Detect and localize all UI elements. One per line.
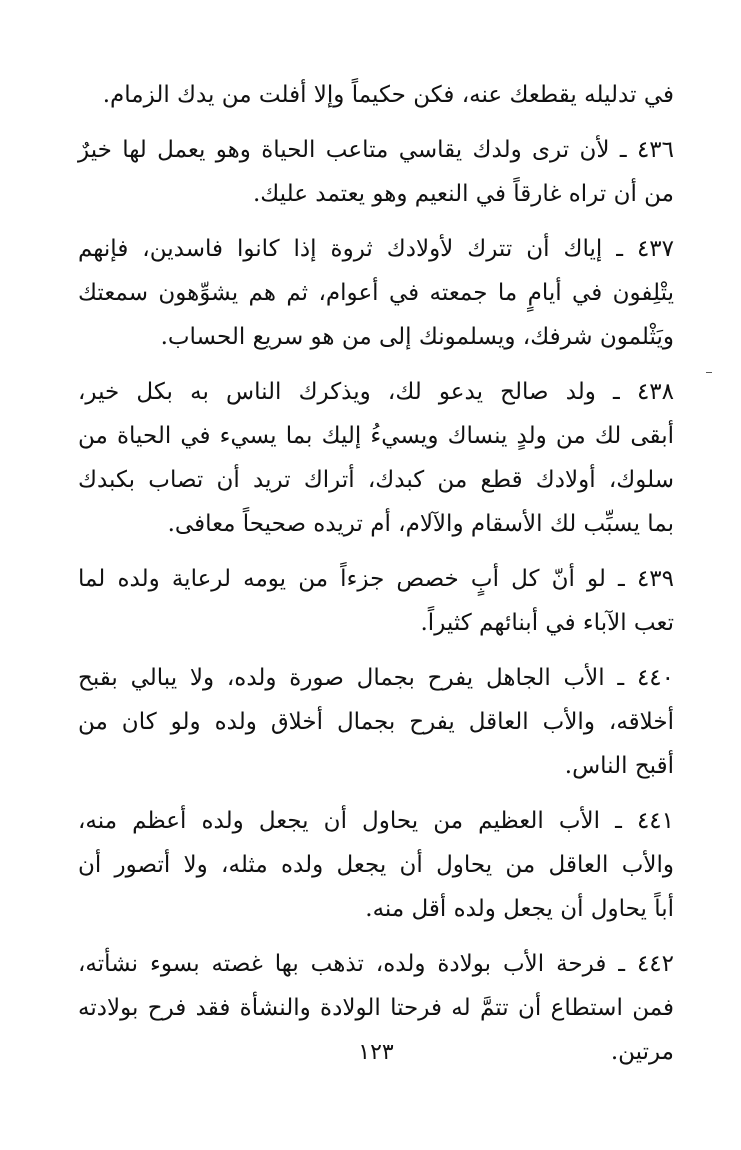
- text-line: من أن تراه غارقاً في النعيم وهو يعتمد عليك.: [252, 181, 674, 207]
- paragraph-438: [78, 370, 674, 546]
- text-line: ٤٣٨ ـ ولد صالح يدعو لك، ويذكرك الناس به بكل خير،: [78, 379, 674, 405]
- paragraph-continuation: [78, 73, 674, 117]
- paragraph-gap: [78, 359, 674, 370]
- text-line: يتْلِفون في أيامٍ ما جمعته في أعوام، ثم هم يشوِّهون سمعتك: [78, 280, 675, 306]
- text-line: ويَثْلمون شرفك، ويسلمونك إلى من هو سريع الحساب.: [160, 324, 674, 350]
- text-line: ٤٣٩ ـ لو أنّ كل أبٍ خصص جزءاً من يومه لرعاية ولده لما: [78, 566, 674, 592]
- margin-mark: [706, 372, 712, 373]
- paragraph-gap: [78, 931, 674, 942]
- text-line: والأب العاقل من يحاول أن يجعل ولده مثله، ولا أتصور أن: [78, 852, 674, 878]
- text-line: في تدليله يقطعك عنه، فكن حكيماً وإلا أفلت من يدك الزمام.: [102, 82, 674, 108]
- text-line: ٤٤٢ ـ فرحة الأب بولادة ولده، تذهب بها غصته بسوء نشأته،: [78, 951, 674, 977]
- text-line: أقبح الناس.: [564, 753, 674, 779]
- text-line: أبقى لك من ولدٍ ينساك ويسيءُ إليك بما يسيء في الحياة من: [78, 423, 674, 449]
- paragraph-gap: [78, 216, 674, 227]
- book-page: [78, 0, 674, 1150]
- text-line: ٤٤٠ ـ الأب الجاهل يفرح بجمال صورة ولده، ولا يبالي بقبح: [78, 665, 674, 691]
- paragraph-gap: [78, 788, 674, 799]
- text-line: أخلاقه، والأب العاقل يفرح بجمال أخلاق ولده ولو كان من: [78, 709, 674, 735]
- text-line: مرتين.: [610, 1039, 674, 1065]
- text-line: تعب الآباء في أبنائهم كثيراً.: [420, 610, 674, 636]
- paragraph-440: [78, 656, 674, 788]
- paragraph-437: [78, 227, 674, 359]
- text-line: ٤٣٦ ـ لأن ترى ولدك يقاسي متاعب الحياة وهو يعمل لها خيرٌ: [78, 137, 674, 163]
- text-line: بما يسبِّب لك الأسقام والآلام، أم تريده صحيحاً معافى.: [167, 511, 674, 537]
- text-line: سلوك، أولادك قطع من كبدك، أتراك تريد أن تصاب بكبدك: [78, 467, 674, 493]
- paragraph-436: [78, 128, 674, 216]
- text-line: ٤٣٧ ـ إياك أن تترك لأولادك ثروة إذا كانوا فاسدين، فإنهم: [78, 236, 674, 262]
- paragraph-gap: [78, 546, 674, 557]
- paragraph-439: [78, 557, 674, 645]
- page-body: [78, 73, 674, 1074]
- page-number: ١٢٣: [358, 1040, 394, 1065]
- paragraph-gap: [78, 117, 674, 128]
- text-line: ٤٤١ ـ الأب العظيم من يحاول أن يجعل ولده أعظم منه،: [78, 808, 674, 834]
- paragraph-gap: [78, 645, 674, 656]
- text-line: فمن استطاع أن تتمَّ له فرحتا الولادة والنشأة فقد فرح بولادته: [78, 995, 674, 1021]
- text-line: أباً يحاول أن يجعل ولده أقل منه.: [365, 896, 674, 922]
- paragraph-441: [78, 799, 674, 931]
